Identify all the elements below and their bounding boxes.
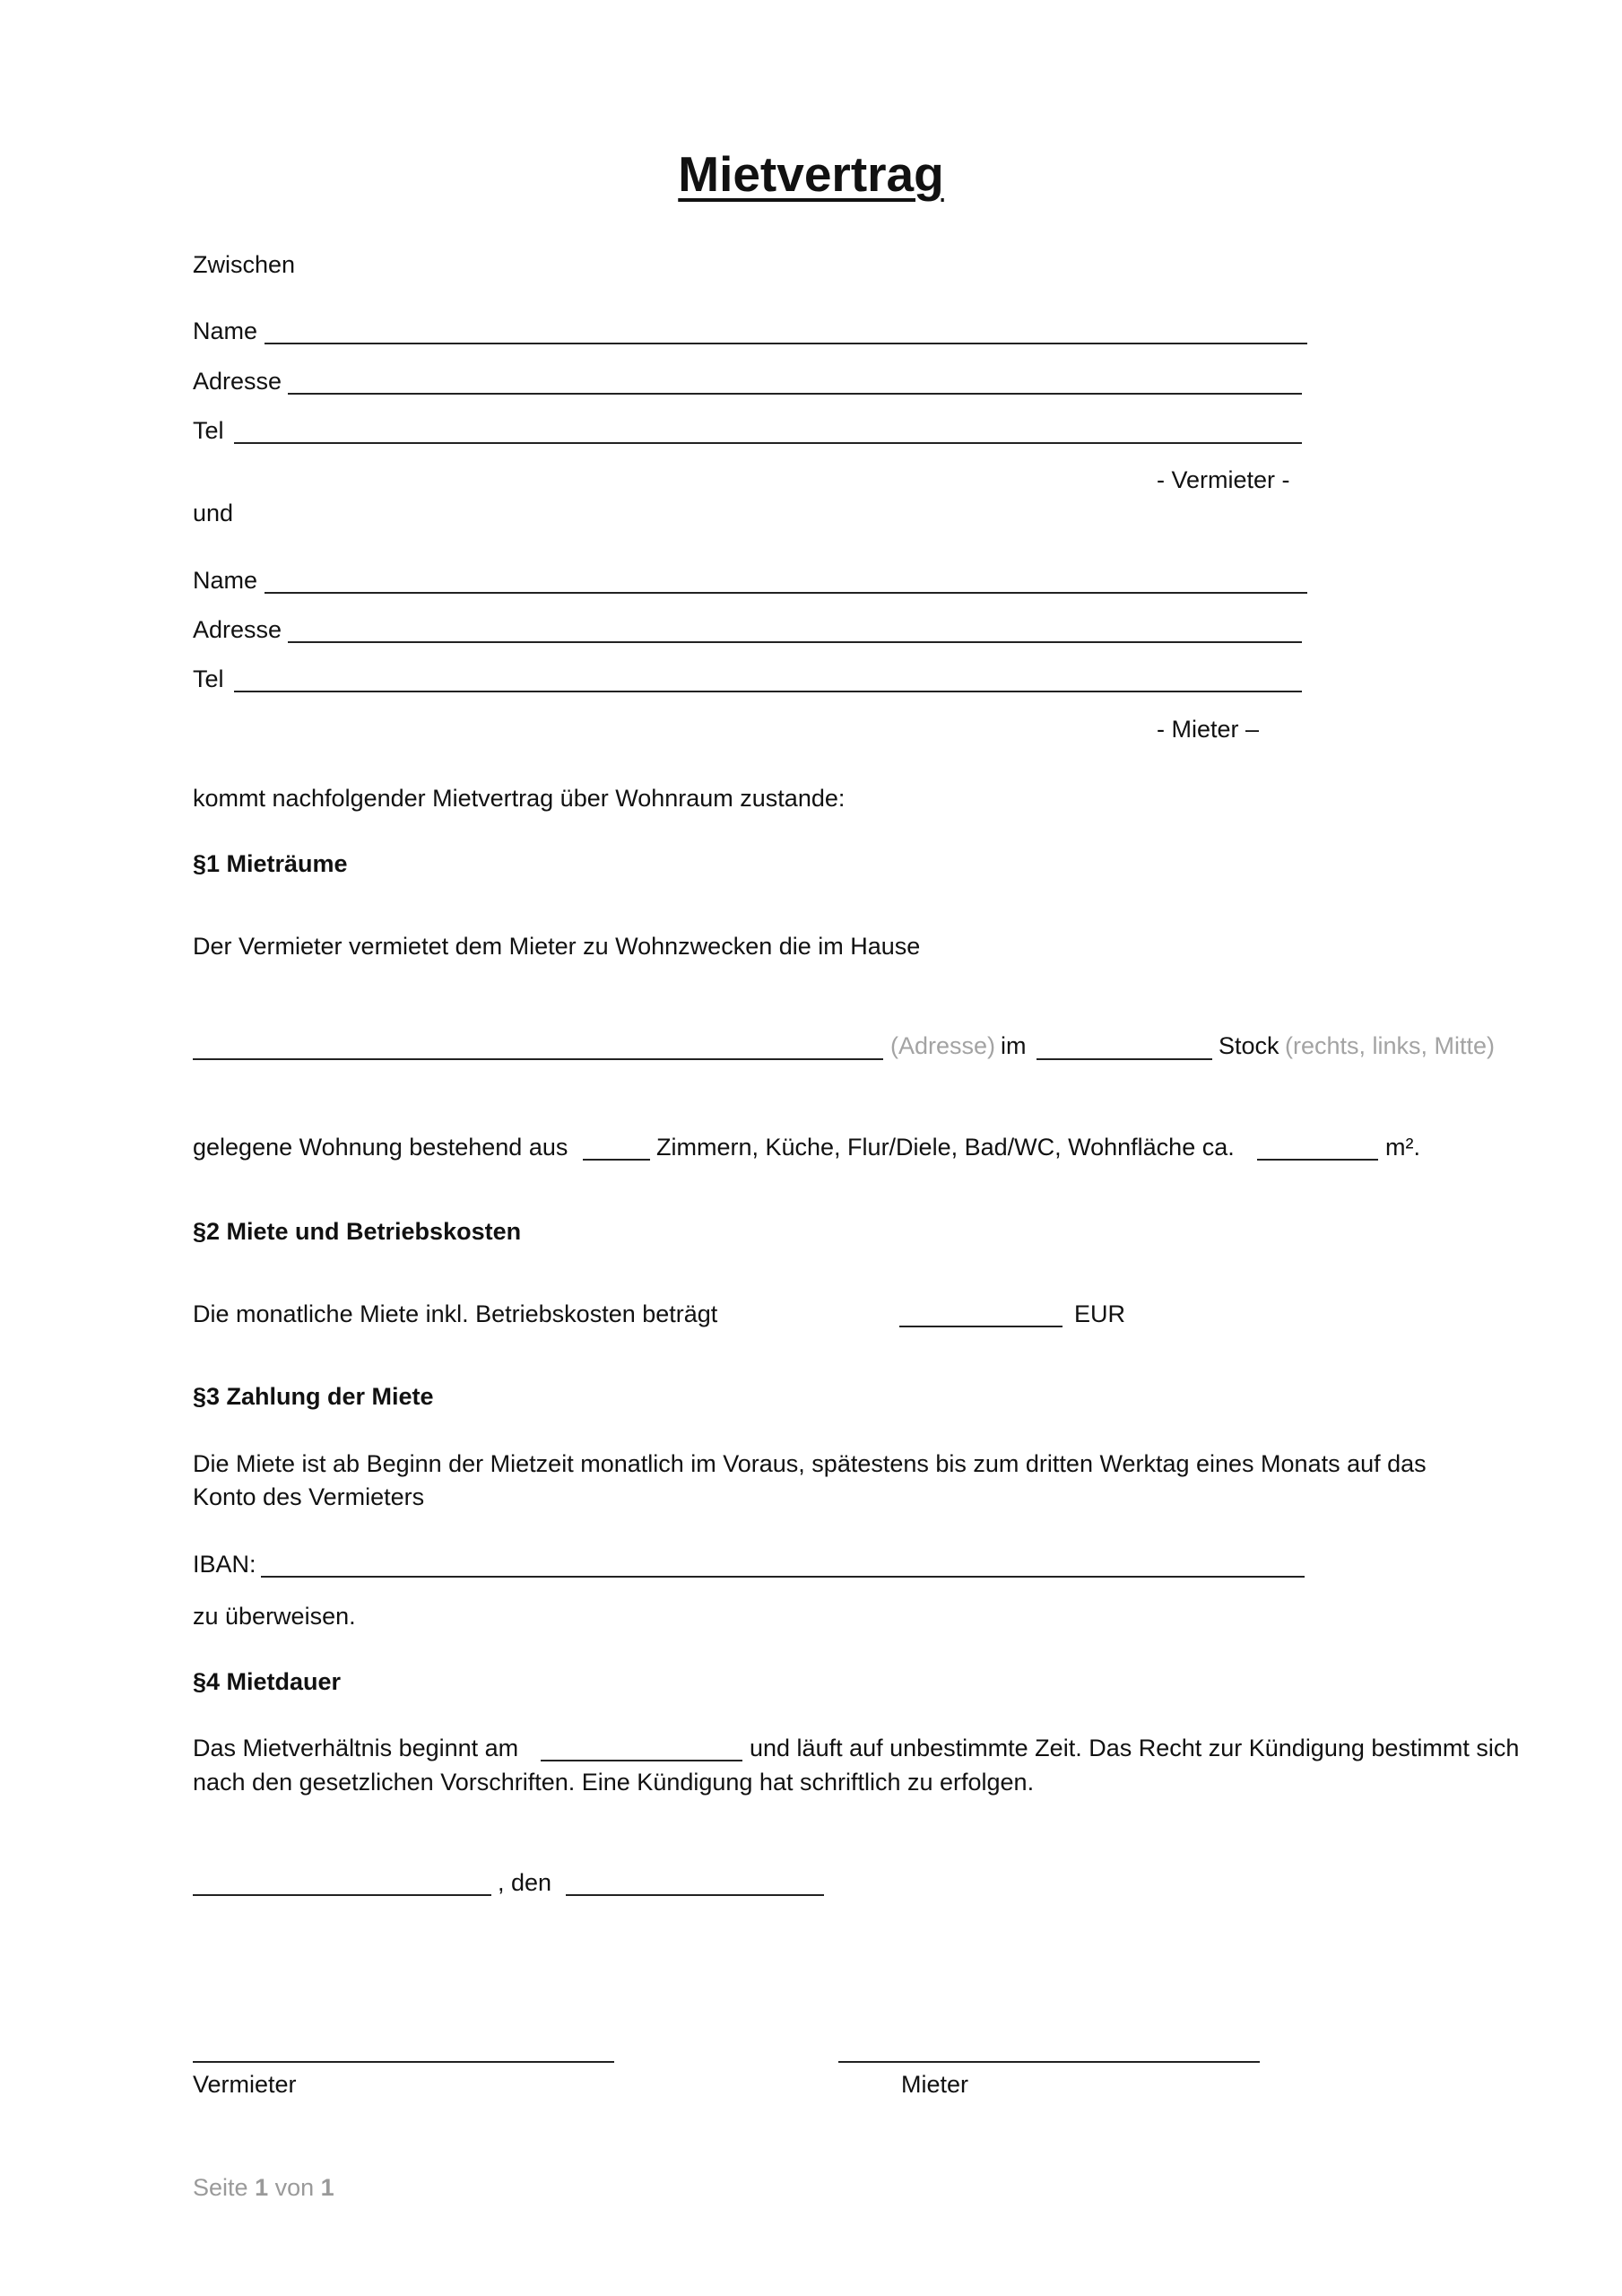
currency-label: EUR <box>1074 1300 1126 1327</box>
landlord-role-label: - Vermieter - <box>1157 466 1290 493</box>
tenant-signature-label: Mieter <box>901 2071 969 2098</box>
tenant-address-label: Adresse <box>193 616 282 643</box>
document-title: Mietvertrag <box>678 146 944 202</box>
tenant-address-field[interactable] <box>288 641 1302 643</box>
landlord-name-label: Name <box>193 317 258 344</box>
contract-intro-text: kommt nachfolgender Mietvertrag über Wohnraum zustande: <box>193 785 846 812</box>
landlord-address-label: Adresse <box>193 368 282 395</box>
apartment-address-field[interactable] <box>193 1058 883 1060</box>
section2-text: Die monatliche Miete inkl. Betriebskosten beträgt <box>193 1300 718 1327</box>
comma-den-text: , den <box>498 1869 552 1896</box>
section2-heading: §2 Miete und Betriebskosten <box>193 1218 522 1245</box>
im-text: im <box>1001 1032 1027 1059</box>
date-field[interactable] <box>566 1894 824 1896</box>
section1-heading: §1 Mieträume <box>193 850 348 877</box>
place-field[interactable] <box>193 1894 491 1896</box>
landlord-address-field[interactable] <box>288 393 1302 395</box>
tenant-name-field[interactable] <box>265 592 1307 594</box>
rooms-count-field[interactable] <box>583 1159 650 1161</box>
tenant-role-label: - Mieter – <box>1157 716 1260 743</box>
rent-amount-field[interactable] <box>899 1326 1063 1327</box>
living-area-field[interactable] <box>1257 1159 1378 1161</box>
start-date-field[interactable] <box>541 1760 742 1761</box>
tenant-name-label: Name <box>193 567 258 594</box>
section3-text2: Konto des Vermieters <box>193 1483 425 1510</box>
section4-text1-suffix: und läuft auf unbestimmte Zeit. Das Recht zur Kündigung bestimmt sich <box>750 1735 1520 1761</box>
iban-field[interactable] <box>261 1576 1305 1578</box>
stock-text: Stock <box>1219 1032 1279 1059</box>
tenant-signature-field[interactable] <box>838 2061 1260 2063</box>
and-text: und <box>193 500 234 526</box>
section3-heading: §3 Zahlung der Miete <box>193 1383 434 1410</box>
area-unit: m². <box>1385 1134 1420 1161</box>
footer-current-page: 1 <box>255 2174 269 2201</box>
position-hint: (rechts, links, Mitte) <box>1285 1032 1496 1059</box>
tenant-phone-label: Tel <box>193 665 224 692</box>
address-hint: (Adresse) <box>890 1032 996 1059</box>
iban-label: IBAN: <box>193 1551 256 1578</box>
gelegen-text: gelegene Wohnung bestehend aus <box>193 1134 568 1161</box>
section4-text2: nach den gesetzlichen Vorschriften. Eine Kündigung hat schriftlich zu erfolgen. <box>193 1769 1035 1796</box>
rooms-text: Zimmern, Küche, Flur/Diele, Bad/WC, Wohnfläche ca. <box>656 1134 1235 1161</box>
section3-text1: Die Miete ist ab Beginn der Mietzeit monatlich im Voraus, spätestens bis zum dritten Werktag eines Monats auf das <box>193 1450 1427 1477</box>
landlord-phone-field[interactable] <box>234 442 1302 444</box>
landlord-name-field[interactable] <box>265 343 1307 344</box>
footer-seite: Seite <box>193 2174 248 2201</box>
page-footer <box>193 2172 334 2203</box>
footer-von: von <box>274 2174 315 2201</box>
intro-text: Zwischen <box>193 251 296 278</box>
floor-field[interactable] <box>1037 1058 1212 1060</box>
section1-line1: Der Vermieter vermietet dem Mieter zu Wohnzwecken die im Hause <box>193 933 921 960</box>
section4-text1-prefix: Das Mietverhältnis beginnt am <box>193 1735 519 1761</box>
section4-heading: §4 Mietdauer <box>193 1668 342 1695</box>
tenant-phone-field[interactable] <box>234 691 1302 692</box>
footer-total-pages: 1 <box>320 2174 334 2201</box>
transfer-text: zu überweisen. <box>193 1603 356 1630</box>
landlord-phone-label: Tel <box>193 417 224 444</box>
landlord-signature-label: Vermieter <box>193 2071 297 2098</box>
landlord-signature-field[interactable] <box>193 2061 614 2063</box>
